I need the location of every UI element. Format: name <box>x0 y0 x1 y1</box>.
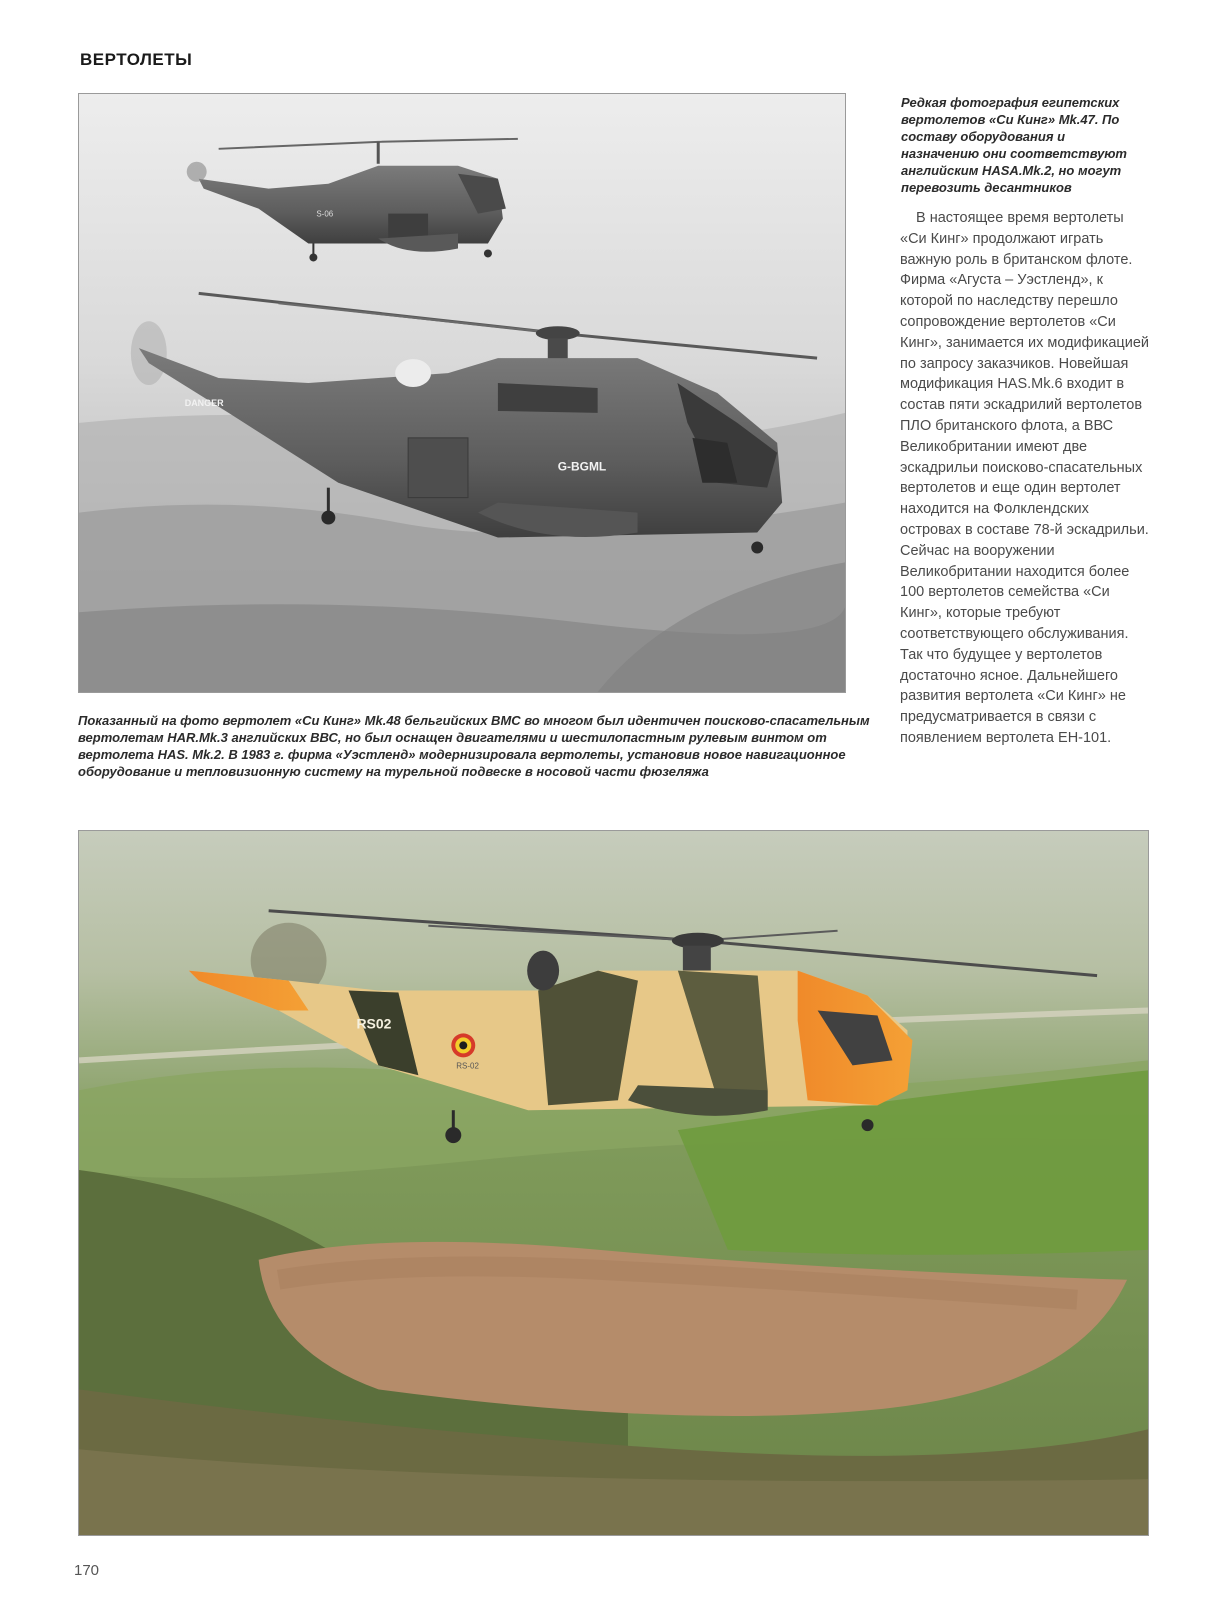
section-header: ВЕРТОЛЕТЫ <box>80 50 193 69</box>
photo-sea-king-belgian <box>78 830 1149 1536</box>
belgian-helicopter-serial: RS-02 <box>456 1061 479 1071</box>
right-column-caption: Редкая фотография египетских вертолетов «Си Кинг» Mk.47. По составу оборудования и назначению они соответствуют английским HASA.Mk.2, но могут перевозить десантников <box>901 95 1127 195</box>
top-photo-caption: Показанный на фото вертолет «Си Кинг» Mk.48 бельгийских ВМС во многом был идентичен поисково-спасательным вертолетам HAR.Mk.3 английских ВВС, но был оснащен двигателями и шестилопастным рулевым винтом от вертолета HAS. Mk.2. В 1983 г. фирма «Уэстленд» модернизировала вертолеты, установив новое навигационное оборудование и тепловизионную систему на турельной подвеске в носовой части фюзеляжа <box>78 713 870 779</box>
far-helicopter-serial: S-06 <box>316 209 334 219</box>
near-helicopter-registration: G-BGML <box>557 459 607 474</box>
photo-sea-king-egyptian-image <box>79 94 845 692</box>
near-helicopter-code: DANGER <box>184 397 224 408</box>
photo-sea-king-belgian-image <box>79 831 1148 1535</box>
photo-sea-king-egyptian <box>78 93 846 693</box>
belgian-helicopter-code: RS02 <box>356 1015 392 1032</box>
page-number: 170 <box>74 1562 100 1579</box>
body-paragraph: В настоящее время вертолеты «Си Кинг» продолжают играть важную роль в британском флоте. Фирма «Агуста – Уэстленд», к которой по наследству перешло сопровождение вертолетов «Си Кинг», занимается их модификацией по запросу заказчиков. Новейшая модификация HAS.Mk.6 входит в состав пяти эскадрилий вертолетов ПЛО британского флота, а ВВС Великобритании имеют две эскадрильи поисково-спасательных вертолетов и еще один вертолет находится на Фолклендских островах в составе 78-й эскадрильи. Сейчас на вооружении Великобритании находится более 100 вертолетов семейства «Си Кинг», которые требуют соответствующего обслуживания. Так что будущее у вертолетов достаточно ясное. Дальнейшего развития вертолета «Си Кинг» не предусматривается в связи с появлением вертолета EH-101. <box>900 210 1149 746</box>
